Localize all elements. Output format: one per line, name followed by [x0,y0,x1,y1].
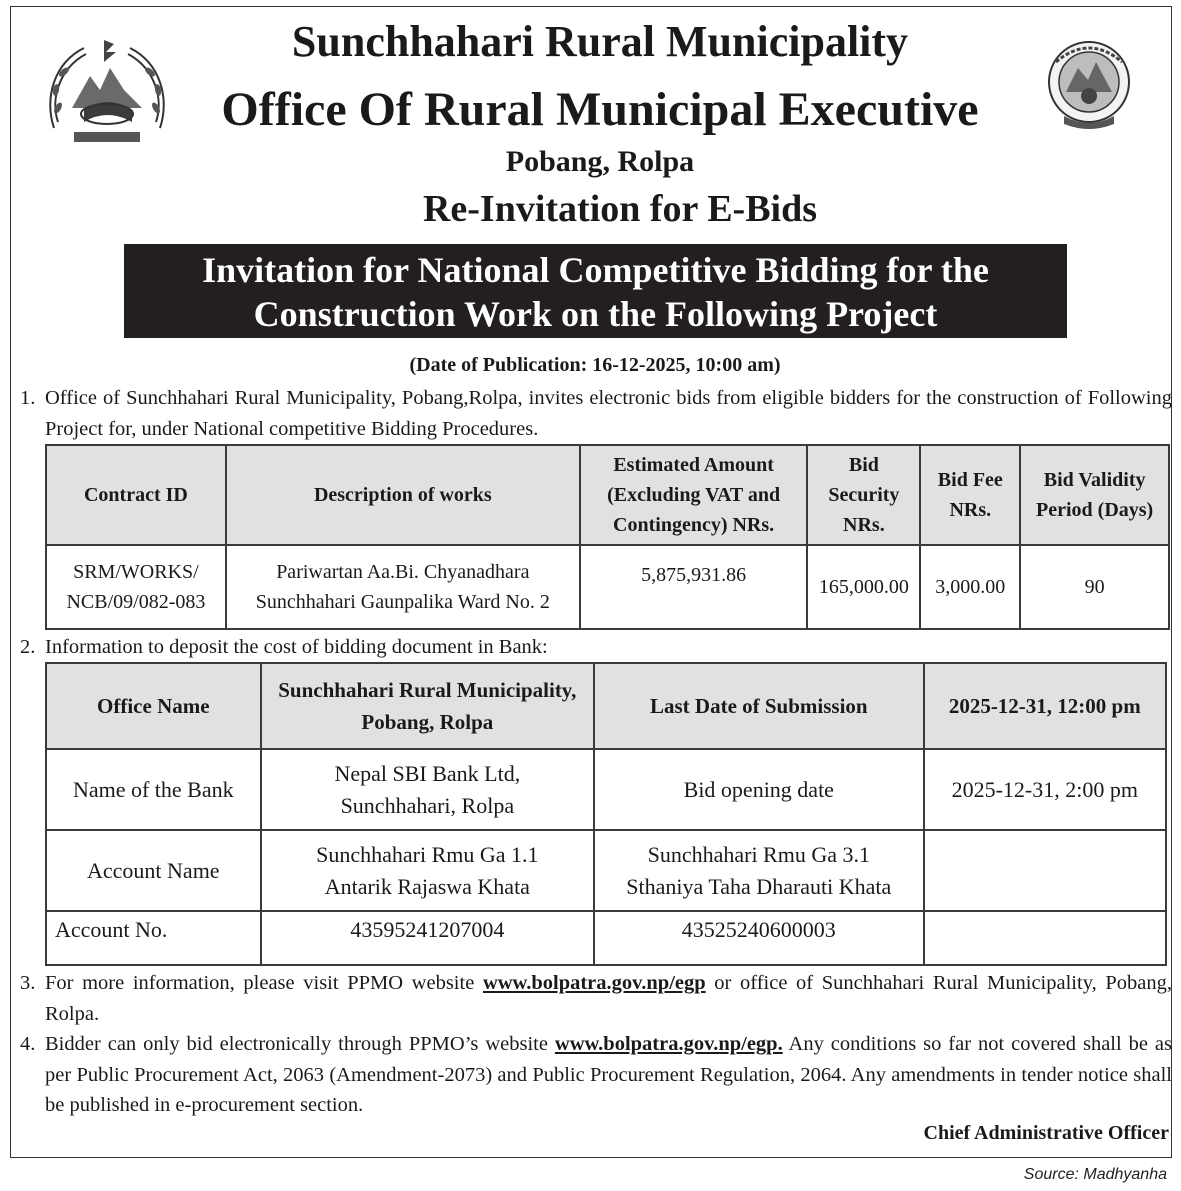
cell-office-name [261,663,594,749]
cell-line: SRM/WORKS/ [73,561,199,583]
cell-line: Pariwartan Aa.Bi. Chyanadhara [276,561,530,583]
paragraph-number: 1. [20,387,36,409]
cell-line: Sunchhahari Rmu Ga 1.1 [316,841,539,867]
cell-line: Antarik Rajaswa Khata [324,873,530,899]
cell-description [226,545,580,629]
header-line: NRs. [949,499,992,521]
cell-opening-label: Bid opening date [594,749,923,830]
header-line: Estimated Amount [613,454,774,476]
cell-last-date: 2025-12-31, 12:00 pm [924,663,1166,749]
paragraph-3 [20,968,1172,1029]
header-description: Description of works [226,445,580,545]
cell-line: Pobang, Rolpa [361,710,494,734]
header-bid-security [807,445,920,545]
cell-line: Sthaniya Taha Dharauti Khata [626,873,892,899]
paragraph-text [20,968,1172,1029]
cell-office-name-label: Office Name [46,663,261,749]
bank-table [45,662,1167,966]
header-contract-id: Contract ID [46,445,226,545]
paragraph-4 [20,1029,1172,1121]
cell-account-name-label: Account Name [46,830,261,911]
header-line: Period (Days) [1036,499,1154,521]
notice-title: Re-Invitation for E-Bids [422,188,818,230]
contract-table [45,444,1170,630]
paragraph-text [20,1029,1172,1121]
cell-opening-date: 2025-12-31, 2:00 pm [924,749,1166,830]
header-line: NRs. [843,514,885,536]
publication-date: (Date of Publication: 16-12-2025, 10:00 am) [409,354,781,376]
table-row [46,830,1166,911]
signoff: Chief Administrative Officer [923,1122,1169,1144]
table-row [46,749,1166,830]
header-line: Security [828,484,900,506]
paragraph-number: 4. [20,1033,36,1055]
header-line: Bid Fee [937,469,1003,491]
cell-bank-label: Name of the Bank [46,749,261,830]
header-line: Bid Validity [1043,469,1146,491]
header-line: (Excluding VAT and [607,484,781,506]
header-line: Bid [848,454,879,476]
municipality-title: Sunchhahari Rural Municipality [291,17,909,66]
location-title: Pobang, Rolpa [505,145,695,178]
header-bid-validity [1020,445,1169,545]
cell-empty [924,830,1166,911]
text-segment: For more information, please visit PPMO website [45,972,483,994]
cell-bid-security: 165,000.00 [807,545,920,629]
cell-contract-id [46,545,226,629]
text-segment: Bidder can only bid electronically through PPMO’s website [45,1033,555,1055]
cell-account-no-label: Account No. [46,911,261,965]
cell-account-name-1 [261,830,594,911]
municipality-seal-icon [1044,38,1134,130]
paragraph-1 [20,383,1172,444]
paragraph-text: Information to deposit the cost of bidding document in Bank: [45,636,548,658]
text-segment: Any conditions so far not covered shall be as per Public Procurement Act, 2063 (Amendment-2073) and Public Procurement Regulation, 2064. Any amendments in tender notice shall be published in e-procurement section. [45,1033,1172,1116]
ppmo-website-link[interactable]: www.bolpatra.gov.np/egp [482,972,706,994]
table-header-row [46,663,1166,749]
source-credit: Source: Madhyanha [1023,1166,1167,1183]
header-estimated-amount [580,445,808,545]
paragraph-text: Office of Sunchhahari Rural Municipality, Pobang,Rolpa, invites electronic bids from eligible bidders for the construction of Following Project for, under National competitive Bidding Procedures. [45,387,1172,440]
cell-estimated-amount: 5,875,931.86 [580,545,808,629]
paragraph-2 [20,632,1172,663]
cell-account-no-2: 43525240600003 [594,911,923,965]
cell-line: Sunchhahari, Rolpa [340,792,515,818]
table-row [46,911,1166,965]
cell-bid-validity: 90 [1020,545,1169,629]
banner-line-2: Construction Work on the Following Project [253,294,938,334]
cell-last-date-label: Last Date of Submission [594,663,923,749]
cell-empty [924,911,1166,965]
cell-line: Sunchhahari Gaunpalika Ward No. 2 [255,591,550,613]
header-line: Contingency) NRs. [613,514,775,536]
cell-account-name-2 [594,830,923,911]
cell-line: Sunchhahari Rural Municipality, [278,678,577,702]
banner-line-1: Invitation for National Competitive Bidding for the [202,250,989,290]
office-title: Office Of Rural Municipal Executive [221,83,979,136]
cell-account-no-1: 43595241207004 [261,911,594,965]
table-header-row [46,445,1169,545]
nepal-emblem-icon [44,38,170,150]
table-row [46,545,1169,629]
cell-bank-name [261,749,594,830]
header-bid-fee [920,445,1020,545]
cell-line: NCB/09/082-083 [66,591,206,613]
cell-bid-fee: 3,000.00 [920,545,1020,629]
cell-line: Sunchhahari Rmu Ga 3.1 [647,841,870,867]
paragraph-number: 3. [20,972,36,994]
cell-line: Nepal SBI Bank Ltd, [334,760,521,786]
text-segment: or office of Sunchhahari Rural Municipality, Pobang, Rolpa. [45,972,1172,1025]
paragraph-number: 2. [20,636,36,658]
ppmo-website-link[interactable]: www.bolpatra.gov.np/egp. [554,1033,783,1055]
invitation-banner [124,244,1067,338]
